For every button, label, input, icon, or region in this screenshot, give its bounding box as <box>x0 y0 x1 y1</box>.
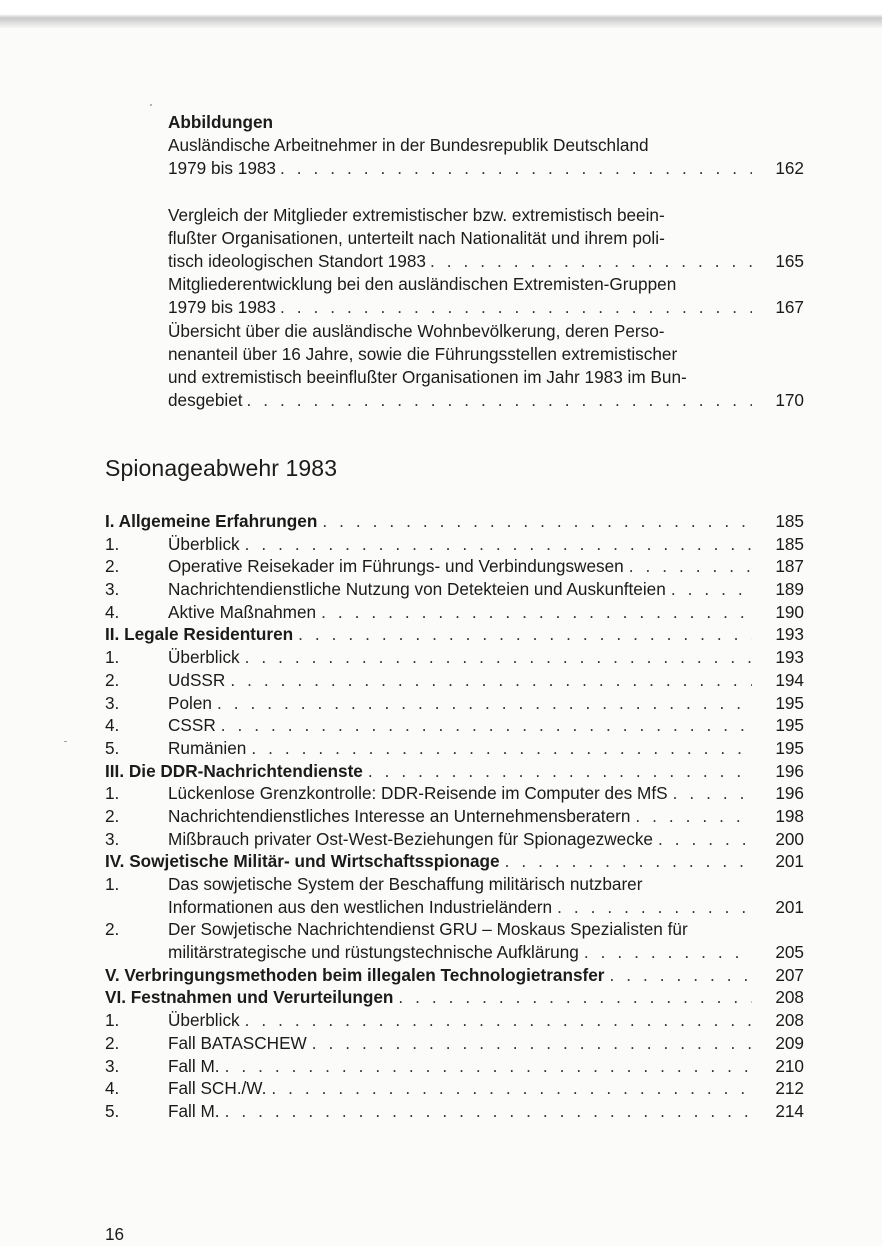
figure-entry-last-line <box>168 250 804 273</box>
dot-leader <box>630 805 752 828</box>
toc-chapter <box>105 850 804 873</box>
page-number: 16 <box>105 1224 125 1244</box>
toc-item-title: Nachrichtendienstliche Nutzung von Detekteien und Auskunfteien <box>168 579 666 600</box>
dot-leader <box>500 850 752 873</box>
dot-leader <box>363 760 752 783</box>
toc-page-number: 200 <box>775 828 804 849</box>
dot-leader <box>653 828 752 851</box>
toc-chapter-title: II. Legale Residenturen <box>105 624 294 645</box>
table-of-contents <box>105 510 804 1123</box>
figure-entry-line: flußter Organisationen, unterteilt nach Nationalität und ihrem poli- <box>168 227 665 248</box>
toc-item-title: Informationen aus den westlichen Industrieländern <box>168 896 553 917</box>
figure-entry-text: tisch ideologischen Standort 1983 <box>168 251 426 271</box>
toc-item <box>105 805 804 828</box>
toc-page-number: 195 <box>775 692 804 713</box>
toc-item-title: Fall BATASCHEW <box>168 1032 307 1053</box>
toc-item <box>105 828 804 851</box>
toc-chapter <box>105 760 804 783</box>
dot-leader <box>240 1009 752 1032</box>
toc-chapter-title: VI. Festnahmen und Verurteilungen <box>105 987 394 1008</box>
dot-leader <box>426 250 752 273</box>
toc-item-last-line <box>105 941 804 964</box>
dot-leader <box>579 941 752 964</box>
figure-entry <box>168 320 804 413</box>
toc-page-number: 193 <box>775 624 804 645</box>
toc-item-title: Rumänien <box>168 737 247 758</box>
figure-entry <box>168 134 804 180</box>
toc-item-title: Der Sowjetische Nachrichtendienst GRU – Moskaus Spezialisten für <box>168 919 688 940</box>
toc-chapter-title: III. Die DDR-Nachrichtendienste <box>105 760 363 781</box>
dot-leader <box>276 157 752 180</box>
toc-chapter <box>105 623 804 646</box>
toc-page-number: 209 <box>775 1032 804 1053</box>
toc-item <box>105 533 804 556</box>
toc-page-number: 205 <box>775 942 804 963</box>
toc-item-number: 1. <box>105 533 120 554</box>
toc-item <box>105 601 804 624</box>
toc-item <box>105 1032 804 1055</box>
toc-item-number: 5. <box>105 1100 120 1121</box>
toc-item-title: Aktive Maßnahmen <box>168 601 317 622</box>
figure-page-number: 170 <box>775 390 804 411</box>
toc-item-title: Nachrichtendienstliches Interesse an Unternehmensberatern <box>168 805 631 826</box>
toc-chapter <box>105 510 804 533</box>
dot-leader <box>552 896 752 919</box>
dot-leader <box>266 1077 752 1100</box>
toc-item-number: 3. <box>105 579 120 600</box>
dot-leader <box>605 964 753 987</box>
dot-leader <box>317 510 752 533</box>
figures-section <box>168 111 804 412</box>
toc-page-number: 212 <box>775 1078 804 1099</box>
figure-entry-text: 1979 bis 1983 <box>168 158 276 179</box>
scan-speck <box>150 104 152 106</box>
figures-list <box>168 134 804 412</box>
toc-item-title: Operative Reisekader im Führungs- und Verbindungswesen <box>168 556 624 577</box>
toc-item-number: 3. <box>105 828 120 849</box>
toc-item-title: Fall SCH./W. <box>168 1078 267 1099</box>
toc-item <box>105 646 804 669</box>
toc-page-number: 190 <box>775 601 804 622</box>
dot-leader <box>666 578 752 601</box>
section-title: Spionageabwehr 1983 <box>105 455 338 481</box>
figure-page-number: 162 <box>775 158 804 179</box>
toc-item-title: Das sowjetische System der Beschaffung militärisch nutzbarer <box>168 874 643 894</box>
dot-leader <box>216 714 752 737</box>
figures-heading: Abbildungen <box>168 112 274 132</box>
toc-item <box>105 669 804 692</box>
toc-item <box>105 737 804 760</box>
toc-chapter-title: IV. Sowjetische Militär- und Wirtschaftsspionage <box>105 851 500 872</box>
figure-entry-last-line <box>168 296 804 319</box>
toc-chapter <box>105 964 804 987</box>
toc-item-first-line <box>105 918 804 941</box>
figure-entry-text: 1979 bis 1983 <box>168 297 276 318</box>
toc-item <box>105 918 804 963</box>
toc-page-number: 201 <box>775 896 804 917</box>
figure-entry <box>168 204 804 274</box>
dot-leader <box>668 782 752 805</box>
dot-leader <box>307 1032 752 1055</box>
toc-item-last-line <box>105 896 804 919</box>
toc-item-title: Polen <box>168 692 212 713</box>
toc-item-title: Mißbrauch privater Ost-West-Beziehungen für Spionagezwecke <box>168 828 653 849</box>
toc-item <box>105 873 804 918</box>
toc-item-number: 5. <box>105 737 120 758</box>
dot-leader <box>225 669 752 692</box>
scan-edge <box>0 0 882 28</box>
toc-item-title: Überblick <box>168 1010 240 1031</box>
figure-entry-line: nenanteil über 16 Jahre, sowie die Führungsstellen extremistischer <box>168 343 678 364</box>
toc-item-number: 4. <box>105 601 120 622</box>
figure-entry <box>168 273 804 319</box>
toc-item-number: 4. <box>105 715 120 736</box>
dot-leader <box>276 296 752 319</box>
dot-leader <box>316 601 752 624</box>
toc-page-number: 196 <box>775 783 804 804</box>
toc-page-number: 193 <box>775 647 804 668</box>
toc-item <box>105 1055 804 1078</box>
toc-item-number: 2. <box>105 556 120 577</box>
dot-leader <box>246 737 752 760</box>
figure-entry-line: und extremistisch beeinflußter Organisationen im Jahr 1983 im Bun- <box>168 367 687 388</box>
toc-page-number: 208 <box>775 1010 804 1031</box>
toc-item-number: 3. <box>105 692 120 713</box>
toc-item-title: militärstrategische und rüstungstechnische Aufklärung <box>168 942 579 963</box>
toc-page-number: 214 <box>775 1100 804 1121</box>
toc-page-number: 196 <box>775 760 804 781</box>
toc-item <box>105 692 804 715</box>
toc-item <box>105 782 804 805</box>
toc-page-number: 207 <box>775 964 804 985</box>
dot-leader <box>293 623 752 646</box>
toc-item-title: Lückenlose Grenzkontrolle: DDR-Reisende im Computer des MfS <box>168 783 668 804</box>
figure-entry-line: Mitgliederentwicklung bei den ausländischen Extremisten-Gruppen <box>168 274 677 295</box>
toc-page-number: 208 <box>775 987 804 1008</box>
dot-leader <box>624 555 752 578</box>
toc-chapter-title: I. Allgemeine Erfahrungen <box>105 511 318 531</box>
figure-entry-line: Vergleich der Mitglieder extremistischer bzw. extremistisch beein- <box>168 204 665 225</box>
toc-page-number: 201 <box>775 851 804 872</box>
toc-item <box>105 1009 804 1032</box>
toc-item-title: UdSSR <box>168 669 226 690</box>
toc-item <box>105 1100 804 1123</box>
toc-chapter <box>105 986 804 1009</box>
toc-page-number: 210 <box>775 1055 804 1076</box>
toc-item <box>105 714 804 737</box>
toc-item-number: 2. <box>105 805 120 826</box>
toc-item-number: 1. <box>105 874 120 894</box>
toc-item-number: 1. <box>105 783 120 804</box>
dot-leader <box>212 692 752 715</box>
scan-speck <box>64 741 67 742</box>
figure-entry-text: desgebiet <box>168 390 243 411</box>
dot-leader <box>393 986 752 1009</box>
toc-page-number: 194 <box>775 669 804 690</box>
toc-page-number: 185 <box>775 511 804 531</box>
figure-page-number: 165 <box>775 251 804 271</box>
toc-item <box>105 1077 804 1100</box>
toc-chapter-title: V. Verbringungsmethoden beim illegalen Technologietransfer <box>105 964 605 985</box>
toc-item-title: Überblick <box>168 533 240 554</box>
toc-item-title: CSSR <box>168 715 216 736</box>
toc-item <box>105 578 804 601</box>
toc-item-number: 1. <box>105 1010 120 1031</box>
toc-item-number: 2. <box>105 669 120 690</box>
toc-item-title: Fall M. <box>168 1055 220 1076</box>
toc-page-number: 195 <box>775 737 804 758</box>
toc-page-number: 185 <box>775 533 804 554</box>
toc-page-number: 195 <box>775 715 804 736</box>
toc-page-number: 187 <box>775 556 804 577</box>
dot-leader <box>243 389 752 412</box>
toc-item-number: 2. <box>105 1032 120 1053</box>
dot-leader <box>240 533 752 556</box>
toc-item-number: 2. <box>105 919 120 940</box>
figure-entry-line: Ausländische Arbeitnehmer in der Bundesrepublik Deutschland <box>168 135 649 156</box>
toc-item-title: Überblick <box>168 647 240 668</box>
dot-leader <box>240 646 752 669</box>
toc-item-first-line <box>105 873 804 896</box>
dot-leader <box>220 1055 752 1078</box>
toc-page-number: 189 <box>775 579 804 600</box>
toc-page-number: 198 <box>775 805 804 826</box>
toc-item-number: 4. <box>105 1078 120 1099</box>
dot-leader <box>220 1100 752 1123</box>
figure-entry-last-line <box>168 389 804 412</box>
figure-page-number: 167 <box>775 297 804 318</box>
toc-item-title: Fall M. <box>168 1100 220 1121</box>
figure-entry-last-line <box>168 157 804 180</box>
figure-entry-line: Übersicht über die ausländische Wohnbevölkerung, deren Perso- <box>168 320 665 341</box>
toc-item-number: 3. <box>105 1055 120 1076</box>
toc-item <box>105 555 804 578</box>
toc-item-number: 1. <box>105 647 120 668</box>
